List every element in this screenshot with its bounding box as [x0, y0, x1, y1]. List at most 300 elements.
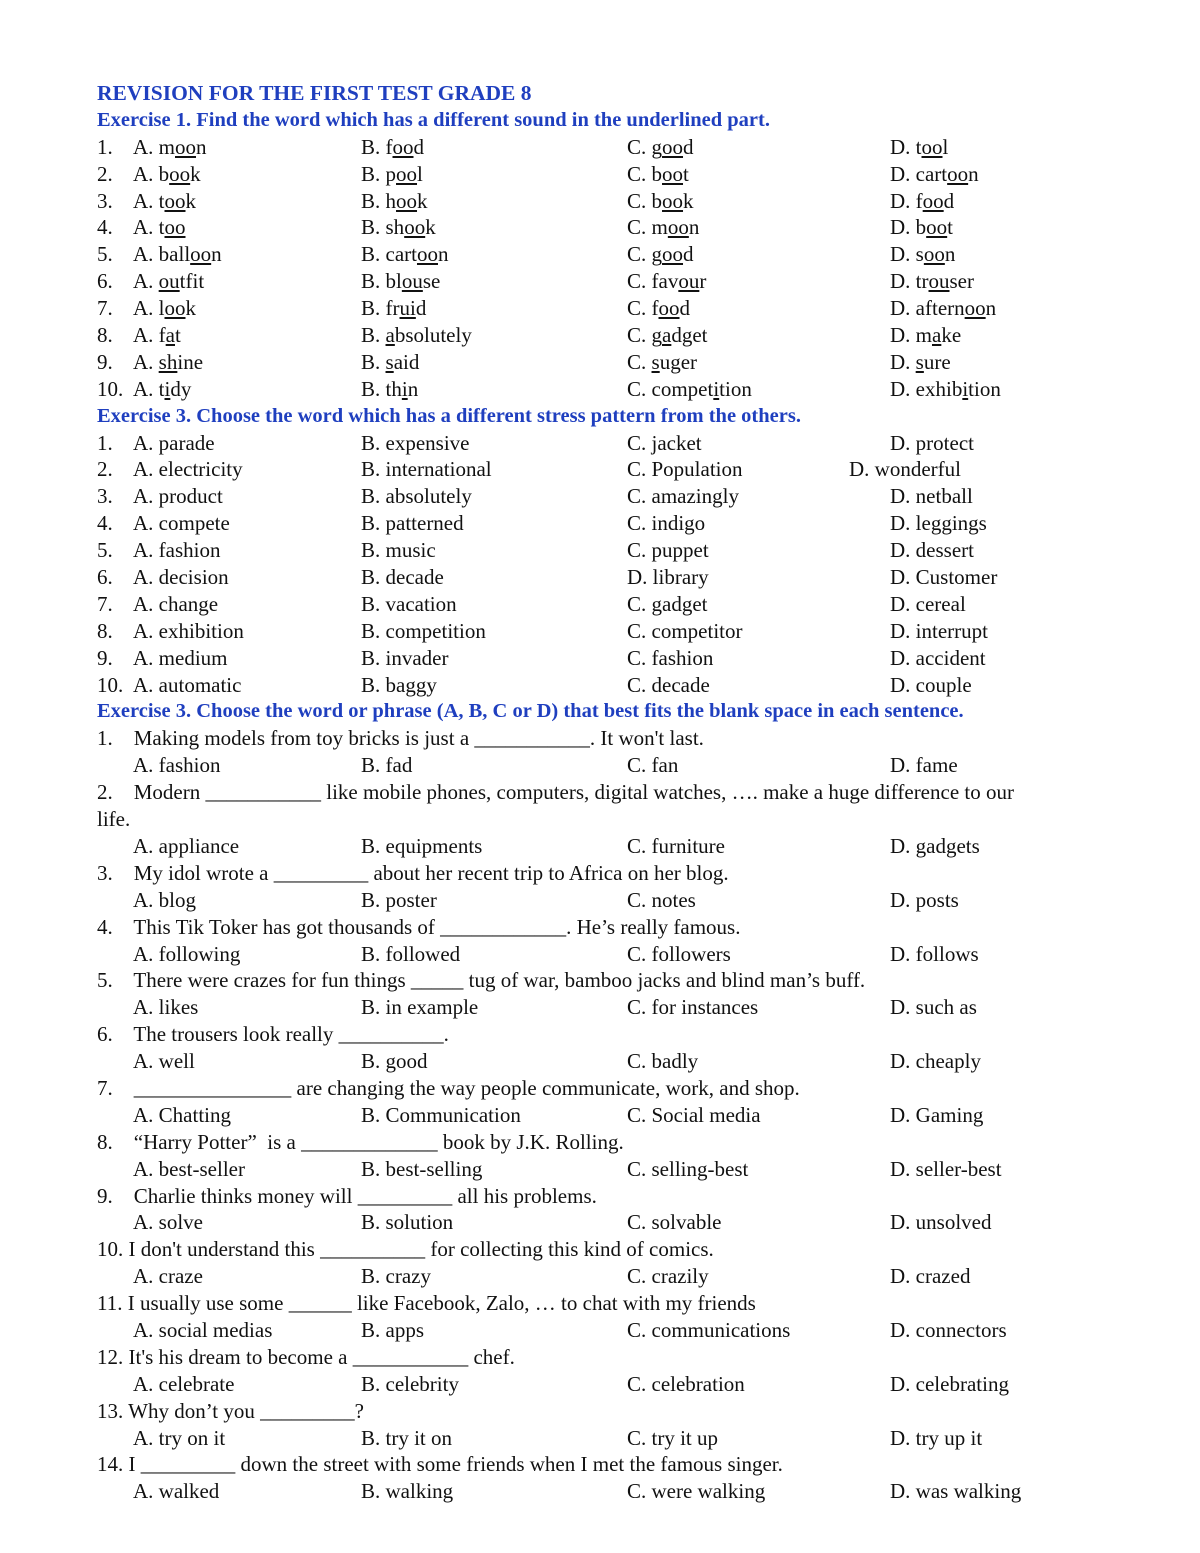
question-number: 7. [97, 591, 113, 616]
underlined-part: i [401, 376, 408, 401]
option-text: d [679, 296, 690, 321]
option-text: C. [627, 349, 652, 374]
option-a [133, 214, 186, 241]
option-text: C. m [627, 215, 668, 240]
option-c [627, 241, 694, 268]
option-c [627, 134, 694, 161]
option-text: l [942, 134, 949, 159]
option-a: A. parade [133, 430, 215, 455]
question-text: 14. I _________ down the street with some friends when I met the famous singer. [97, 1452, 783, 1477]
underlined-part: oo [164, 215, 186, 240]
option-text: C. b [627, 161, 663, 186]
option-text: B. cart [361, 242, 417, 267]
option-a [133, 268, 204, 295]
option-text: n [944, 242, 956, 267]
option-text: A. t [133, 215, 165, 240]
question-number: 2. [97, 161, 113, 186]
exercise-2-list [97, 430, 1137, 699]
option-text: D. tr [890, 269, 929, 294]
underlined-part: ou [401, 269, 423, 294]
option-text: B. fr [361, 296, 400, 321]
underlined-part: ou [928, 269, 950, 294]
option-c: C. for instances [627, 995, 759, 1020]
question-number: 9. [97, 349, 113, 374]
option-a [133, 188, 196, 215]
option-text: B. bl [361, 269, 402, 294]
question-stem [97, 1129, 1137, 1156]
options-row [97, 1478, 1137, 1505]
question-number: 2. [97, 457, 113, 482]
option-b: B. walking [361, 1479, 454, 1504]
option-text: ke [941, 323, 962, 348]
option-a: A. compete [133, 511, 230, 536]
option-text: C. fav [627, 269, 679, 294]
question-row [97, 645, 1137, 672]
option-a: A. exhibition [133, 618, 244, 643]
option-text: C. f [627, 296, 659, 321]
option-text: A. [133, 349, 159, 374]
option-a [133, 161, 201, 188]
option-c [627, 161, 689, 188]
option-text: tion [719, 376, 752, 401]
option-text: n [985, 296, 997, 321]
underlined-part: a [165, 323, 175, 348]
question-row [97, 618, 1137, 645]
option-text: se [422, 269, 441, 294]
question-text: 4. This Tik Toker has got thousands of ____________. He’s really famous. [97, 914, 741, 939]
underlined-part: oo [169, 161, 191, 186]
option-a: A. try on it [133, 1425, 226, 1450]
question-number: 8. [97, 618, 113, 643]
option-text: D. b [890, 215, 927, 240]
options-row [97, 833, 1137, 860]
option-c: D. library [627, 565, 709, 590]
question-stem [97, 725, 1137, 752]
option-c: C. fashion [627, 645, 714, 670]
worksheet [97, 80, 1137, 1505]
option-c: C. indigo [627, 511, 706, 536]
option-a [133, 322, 181, 349]
option-a: A. electricity [133, 457, 243, 482]
option-d: D. follows [890, 941, 979, 966]
option-a: A. product [133, 484, 223, 509]
option-text: r [699, 269, 707, 294]
underlined-part: a [932, 323, 942, 348]
option-a: A. appliance [133, 833, 240, 858]
option-b [361, 349, 419, 376]
option-a: A. best-seller [133, 1156, 245, 1181]
option-text: k [185, 296, 196, 321]
underlined-part: s [651, 349, 660, 374]
option-c [627, 376, 752, 403]
exercise-3-heading: Exercise 3. Choose the word or phrase (A, B, C or D) that best fits the blank space in each sentence. [97, 700, 964, 723]
underlined-part: oo [662, 134, 684, 159]
question-number: 3. [97, 484, 113, 509]
option-text: A. ball [133, 242, 191, 267]
option-text: D. [890, 349, 916, 374]
option-b [361, 241, 448, 268]
question-number: 4. [97, 511, 113, 536]
option-a [133, 295, 196, 322]
question-stem [97, 1075, 1137, 1102]
question-row [97, 537, 1137, 564]
option-d: D. Gaming [890, 1102, 984, 1127]
question-row [97, 591, 1137, 618]
option-text: A. t [133, 376, 165, 401]
question-row [97, 241, 1137, 268]
option-a [133, 376, 191, 403]
underlined-part: oo [175, 134, 196, 159]
option-text: D. aftern [890, 296, 965, 321]
option-d: D. cereal [890, 591, 966, 616]
question-number: 10. [97, 672, 124, 697]
option-d: D. leggings [890, 511, 987, 536]
question-text: 12. It's his dream to become a ___________ chef. [97, 1344, 515, 1369]
underlined-part: oo [964, 296, 986, 321]
underlined-part: oo [416, 242, 438, 267]
question-stem [97, 914, 1137, 941]
underlined-part: oo [922, 188, 944, 213]
underlined-part: s [915, 349, 924, 374]
question-number: 10. [97, 376, 124, 401]
option-text: t [683, 161, 689, 186]
option-text: t [175, 323, 181, 348]
option-d: D. interrupt [890, 618, 988, 643]
question-text: 8. “Harry Potter” is a _____________ book by J.K. Rolling. [97, 1129, 624, 1154]
option-b [361, 188, 428, 215]
option-c [627, 214, 699, 241]
option-c: C. badly [627, 1049, 699, 1074]
option-text: ure [923, 349, 951, 374]
option-c [627, 349, 697, 376]
option-text: ine [177, 349, 204, 374]
question-number: 6. [97, 565, 113, 590]
option-b: B. equipments [361, 833, 483, 858]
option-d: D. fame [890, 753, 958, 778]
underlined-part: i [713, 376, 720, 401]
option-a: A. change [133, 591, 219, 616]
underlined-part: sh [158, 349, 178, 374]
option-text: D. exhib [890, 376, 963, 401]
question-number: 5. [97, 538, 113, 563]
question-stem [97, 967, 1137, 994]
underlined-part: oo [926, 215, 948, 240]
option-c: C. solvable [627, 1210, 722, 1235]
exercise-2-heading: Exercise 3. Choose the word which has a different stress pattern from the others. [97, 404, 801, 427]
option-text: B. p [361, 161, 397, 186]
option-b: B. music [361, 538, 436, 563]
option-d: D. Customer [890, 565, 998, 590]
option-b: B. decade [361, 565, 444, 590]
option-b: B. in example [361, 995, 479, 1020]
option-a: A. craze [133, 1264, 203, 1289]
option-text: D. s [890, 242, 924, 267]
option-text: A. b [133, 161, 170, 186]
option-a: A. fashion [133, 538, 221, 563]
option-d: D. protect [890, 430, 974, 455]
question-stem [97, 860, 1137, 887]
option-text: k [417, 188, 428, 213]
option-c: C. followers [627, 941, 731, 966]
option-a: A. celebrate [133, 1371, 235, 1396]
question-row [97, 376, 1137, 403]
options-row [97, 752, 1137, 779]
option-text: D. f [890, 188, 923, 213]
question-row [97, 564, 1137, 591]
option-text: C. b [627, 188, 663, 213]
exercise-1-list [97, 134, 1137, 403]
option-c: C. jacket [627, 430, 702, 455]
option-text: aid [393, 349, 420, 374]
underlined-part: ui [399, 296, 416, 321]
underlined-part: oo [404, 215, 426, 240]
option-b: B. fad [361, 753, 413, 778]
option-c: C. fan [627, 753, 679, 778]
options-row [97, 1371, 1137, 1398]
option-a: A. automatic [133, 672, 242, 697]
question-stem [97, 1021, 1137, 1048]
option-text: l [417, 161, 423, 186]
option-a: A. likes [133, 995, 199, 1020]
option-text: B. h [361, 188, 397, 213]
option-a: A. solve [133, 1210, 203, 1235]
option-d: D. accident [890, 645, 986, 670]
question-row [97, 456, 1137, 483]
options-row [97, 1425, 1137, 1452]
option-d [890, 376, 1001, 403]
underlined-part: oo [396, 161, 418, 186]
option-text: dget [671, 323, 708, 348]
option-c: C. notes [627, 887, 696, 912]
option-b [361, 295, 426, 322]
option-d: D. seller-best [890, 1156, 1002, 1181]
question-stem [97, 779, 1137, 806]
question-stem [97, 1398, 1137, 1425]
question-row [97, 214, 1137, 241]
question-number: 5. [97, 242, 113, 267]
option-text: C. g [627, 323, 663, 348]
question-text: 7. _______________ are changing the way people communicate, work, and shop. [97, 1075, 800, 1100]
question-stem-continued: life. [97, 807, 131, 832]
option-b: B. apps [361, 1317, 424, 1342]
option-d: D. cheaply [890, 1049, 981, 1074]
underlined-part: a [662, 323, 672, 348]
option-c: C. Social media [627, 1102, 761, 1127]
option-b: B. celebrity [361, 1371, 459, 1396]
option-b [361, 322, 472, 349]
option-d [890, 268, 974, 295]
options-row [97, 994, 1137, 1021]
question-row [97, 430, 1137, 457]
option-text: C. g [627, 134, 663, 159]
question-text: 13. Why don’t you _________? [97, 1398, 364, 1423]
option-a: A. walked [133, 1479, 220, 1504]
option-c: C. amazingly [627, 484, 739, 509]
option-d [890, 161, 979, 188]
option-text: A. m [133, 134, 175, 159]
option-text: A. [133, 269, 159, 294]
option-c: C. decade [627, 672, 710, 697]
option-a: A. decision [133, 565, 229, 590]
question-stem [97, 1183, 1137, 1210]
option-c: C. crazily [627, 1264, 709, 1289]
option-b: B. poster [361, 887, 437, 912]
option-text: B. [361, 349, 386, 374]
option-b: B. solution [361, 1210, 454, 1235]
question-row [97, 134, 1137, 161]
option-b: B. Communication [361, 1102, 521, 1127]
question-row [97, 268, 1137, 295]
option-a: A. medium [133, 645, 228, 670]
option-d: D. wonderful [849, 457, 961, 482]
question-row [97, 161, 1137, 188]
option-text: n [211, 242, 222, 267]
option-a [133, 134, 207, 161]
underlined-part: oo [392, 134, 414, 159]
underlined-part: oo [164, 188, 186, 213]
underlined-part: oo [164, 296, 186, 321]
option-b: B. absolutely [361, 484, 472, 509]
option-d: D. gadgets [890, 833, 980, 858]
question-text: 10. I don't understand this __________ for collecting this kind of comics. [97, 1237, 714, 1262]
underlined-part: ou [678, 269, 700, 294]
underlined-part: oo [396, 188, 418, 213]
option-b [361, 214, 436, 241]
underlined-part: i [164, 376, 171, 401]
option-text: dy [170, 376, 192, 401]
option-c: C. selling-best [627, 1156, 749, 1181]
option-b: B. invader [361, 645, 449, 670]
option-b: B. expensive [361, 430, 470, 455]
option-b [361, 161, 423, 188]
underlined-part: oo [658, 296, 680, 321]
option-text: d [413, 134, 424, 159]
option-a: A. following [133, 941, 241, 966]
question-row [97, 510, 1137, 537]
option-b: B. baggy [361, 672, 437, 697]
option-text: n [688, 215, 700, 240]
options-row [97, 1156, 1137, 1183]
underlined-part: oo [921, 134, 943, 159]
option-c: C. competitor [627, 618, 743, 643]
option-text: d [943, 188, 955, 213]
option-text: tfit [179, 269, 205, 294]
underlined-part: ou [158, 269, 180, 294]
option-c [627, 295, 690, 322]
question-number: 8. [97, 323, 113, 348]
question-number: 6. [97, 269, 113, 294]
question-text: 1. Making models from toy bricks is just a ___________. It won't last. [97, 726, 704, 751]
option-d [890, 241, 955, 268]
option-text: uger [659, 349, 698, 374]
options-row [97, 1317, 1137, 1344]
question-stem [97, 1290, 1137, 1317]
question-row [97, 672, 1137, 699]
question-row [97, 483, 1137, 510]
option-c: C. puppet [627, 538, 709, 563]
option-a: A. blog [133, 887, 196, 912]
option-d: D. connectors [890, 1317, 1007, 1342]
exercise-1-heading: Exercise 1. Find the word which has a different sound in the underlined part. [97, 108, 770, 131]
option-text: k [425, 215, 436, 240]
underlined-part: i [962, 376, 969, 401]
option-c: C. gadget [627, 591, 708, 616]
option-text: n [968, 161, 979, 186]
option-c [627, 322, 708, 349]
option-c: C. communications [627, 1317, 791, 1342]
option-a [133, 349, 203, 376]
option-text: B. sh [361, 215, 405, 240]
question-number: 7. [97, 296, 113, 321]
option-b [361, 268, 440, 295]
option-text: A. f [133, 323, 166, 348]
option-text: ser [949, 269, 974, 294]
option-text: B. [361, 323, 386, 348]
option-b: B. try it on [361, 1425, 453, 1450]
option-text: tion [968, 376, 1001, 401]
option-a [133, 241, 222, 268]
option-a: A. social medias [133, 1317, 273, 1342]
option-b: B. crazy [361, 1264, 431, 1289]
option-a: A. fashion [133, 753, 221, 778]
option-b [361, 134, 424, 161]
option-text: D. t [890, 134, 922, 159]
option-d: D. posts [890, 887, 959, 912]
exercise-3-list [97, 725, 1137, 1505]
question-row [97, 188, 1137, 215]
underlined-part: oo [190, 242, 212, 267]
question-number: 3. [97, 188, 113, 213]
option-text: k [190, 161, 201, 186]
underlined-part: oo [923, 242, 945, 267]
question-number: 9. [97, 645, 113, 670]
page-title: REVISION FOR THE FIRST TEST GRADE 8 [97, 81, 532, 105]
underlined-part: oo [667, 215, 689, 240]
options-row [97, 1263, 1137, 1290]
option-b [361, 376, 418, 403]
question-text: 11. I usually use some ______ like Facebook, Zalo, … to chat with my friends [97, 1291, 756, 1316]
option-c [627, 268, 706, 295]
option-d [890, 349, 951, 376]
option-text: bsolutely [394, 323, 472, 348]
option-b: B. patterned [361, 511, 464, 536]
option-text: B. th [361, 376, 402, 401]
question-row [97, 295, 1137, 322]
option-d [890, 134, 948, 161]
option-text: D. cart [890, 161, 948, 186]
question-stem [97, 1344, 1137, 1371]
option-text: n [196, 134, 207, 159]
underlined-part: a [385, 323, 395, 348]
option-c: C. were walking [627, 1479, 766, 1504]
option-text: A. t [133, 188, 165, 213]
option-text: n [407, 376, 419, 401]
option-c [627, 188, 694, 215]
option-d: D. unsolved [890, 1210, 992, 1235]
option-d [890, 295, 996, 322]
option-b: B. followed [361, 941, 461, 966]
option-c: C. try it up [627, 1425, 719, 1450]
question-text: 6. The trousers look really __________. [97, 1022, 449, 1047]
option-d [890, 214, 953, 241]
underlined-part: oo [947, 161, 969, 186]
option-b: B. good [361, 1049, 428, 1074]
option-text: d [683, 134, 694, 159]
option-d: D. dessert [890, 538, 974, 563]
options-row [97, 1102, 1137, 1129]
options-row [97, 941, 1137, 968]
underlined-part: oo [662, 188, 684, 213]
